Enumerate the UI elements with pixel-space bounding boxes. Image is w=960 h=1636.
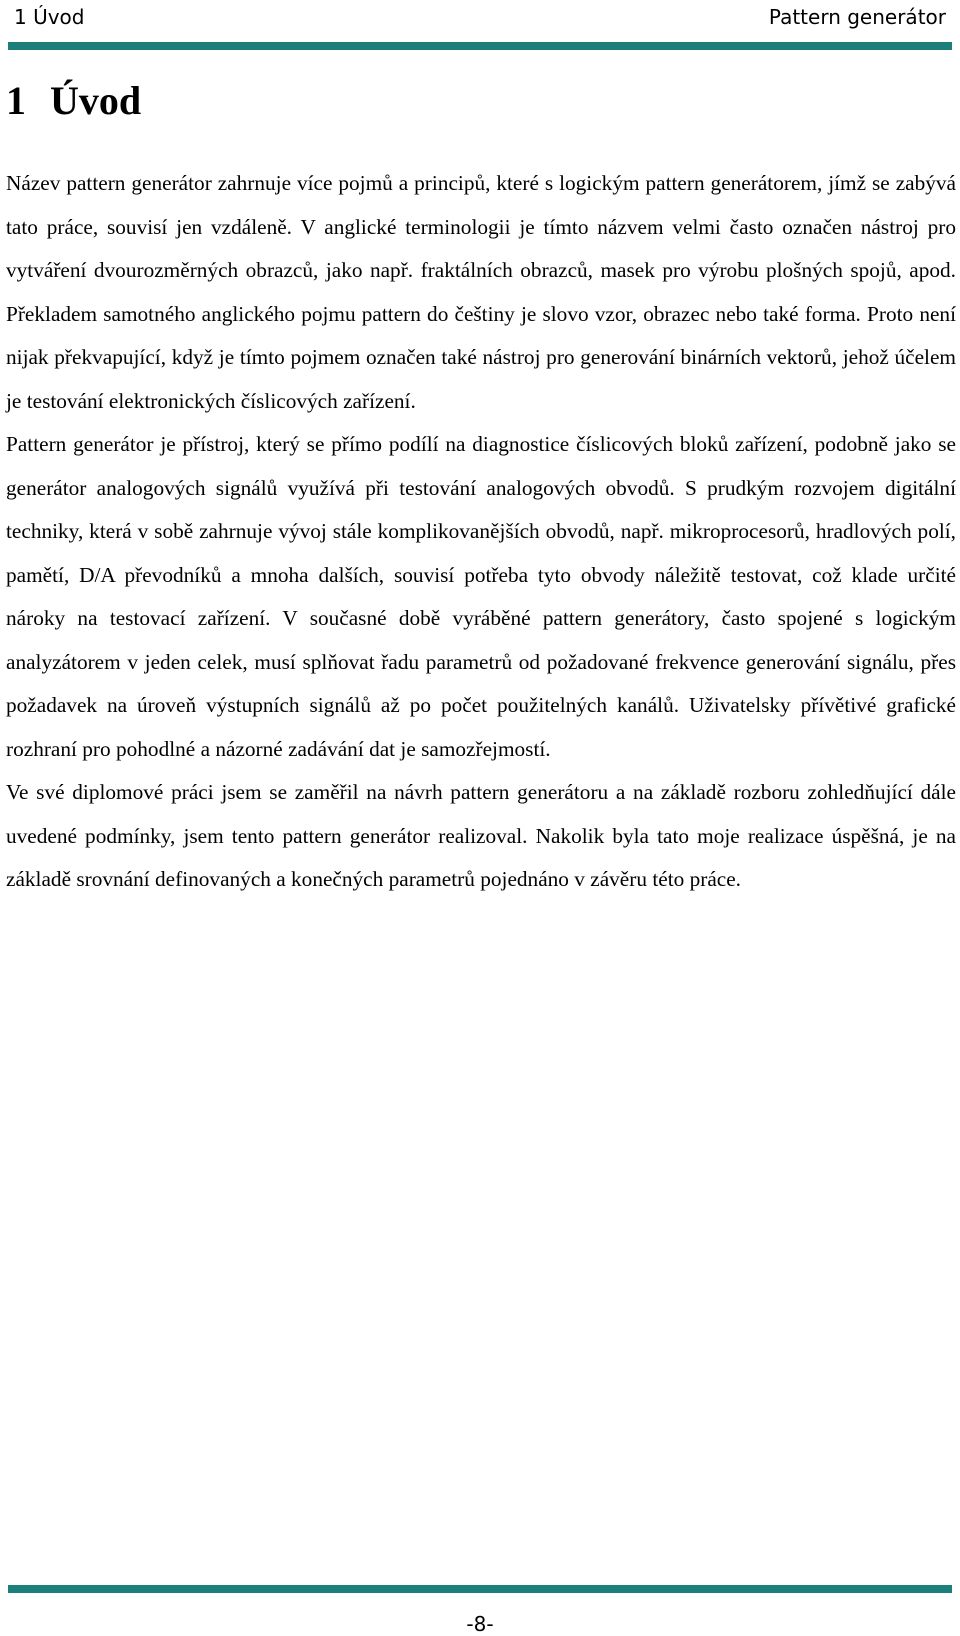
chapter-title: Úvod [50,78,142,123]
paragraph-2: Pattern generátor je přístroj, který se přímo podílí na diagnostice číslicových bloků zařízení, podobně jako se generátor analogových signálů využívá při testování analogových obvodů. S prudkým rozvojem digitální techniky, která v sobě zahrnuje vývoj stále komplikovanějších obvodů, např. mikroprocesorů, hradlových polí, pamětí, D/A převodníků a mnoha dalších, souvisí potřeba tyto obvody náležitě testovat, což klade určité nároky na testovací zařízení. V současné době vyráběné pattern generátory, často spojené s logickým analyzátorem v jeden celek, musí splňovat řadu parametrů od požadované frekvence generování signálu, přes požadavek na úroveň výstupních signálů až po počet použitelných kanálů. Uživatelsky přívětivé grafické rozhraní pro pohodlné a názorné zadávání dat je samozřejmostí. [6,432,956,761]
chapter-number: 1 [6,78,26,123]
paragraph-1: Název pattern generátor zahrnuje více pojmů a principů, které s logickým pattern generátorem, jímž se zabývá tato práce, souvisí jen vzdáleně. V anglické terminologii je tímto názvem velmi často označen nástroj pro vytváření dvourozměrných obrazců, jako např. fraktálních obrazců, masek pro výrobu plošných spojů, apod. Překladem samotného anglického pojmu pattern do češtiny je slovo vzor, obrazec nebo také forma. Proto není nijak překvapující, když je tímto pojmem označen také nástroj pro generování binárních vektorů, jehož účelem je testování elektronických číslicových zařízení. [6,171,956,413]
header-chapter: 1 Úvod [14,5,85,29]
body-text [6,162,956,902]
header-rule [8,42,952,50]
chapter-heading [6,76,141,126]
footer-rule [8,1585,952,1593]
running-header [14,2,946,32]
paragraph-3: Ve své diplomové práci jsem se zaměřil na návrh pattern generátoru a na základě rozboru zohledňující dále uvedené podmínky, jsem tento pattern generátor realizoval. Nakolik byla tato moje realizace úspěšná, je na základě srovnání definovaných a konečných parametrů pojednáno v závěru této práce. [6,780,956,891]
page-number: -8- [466,1612,494,1636]
header-document-title: Pattern generátor [768,5,946,29]
